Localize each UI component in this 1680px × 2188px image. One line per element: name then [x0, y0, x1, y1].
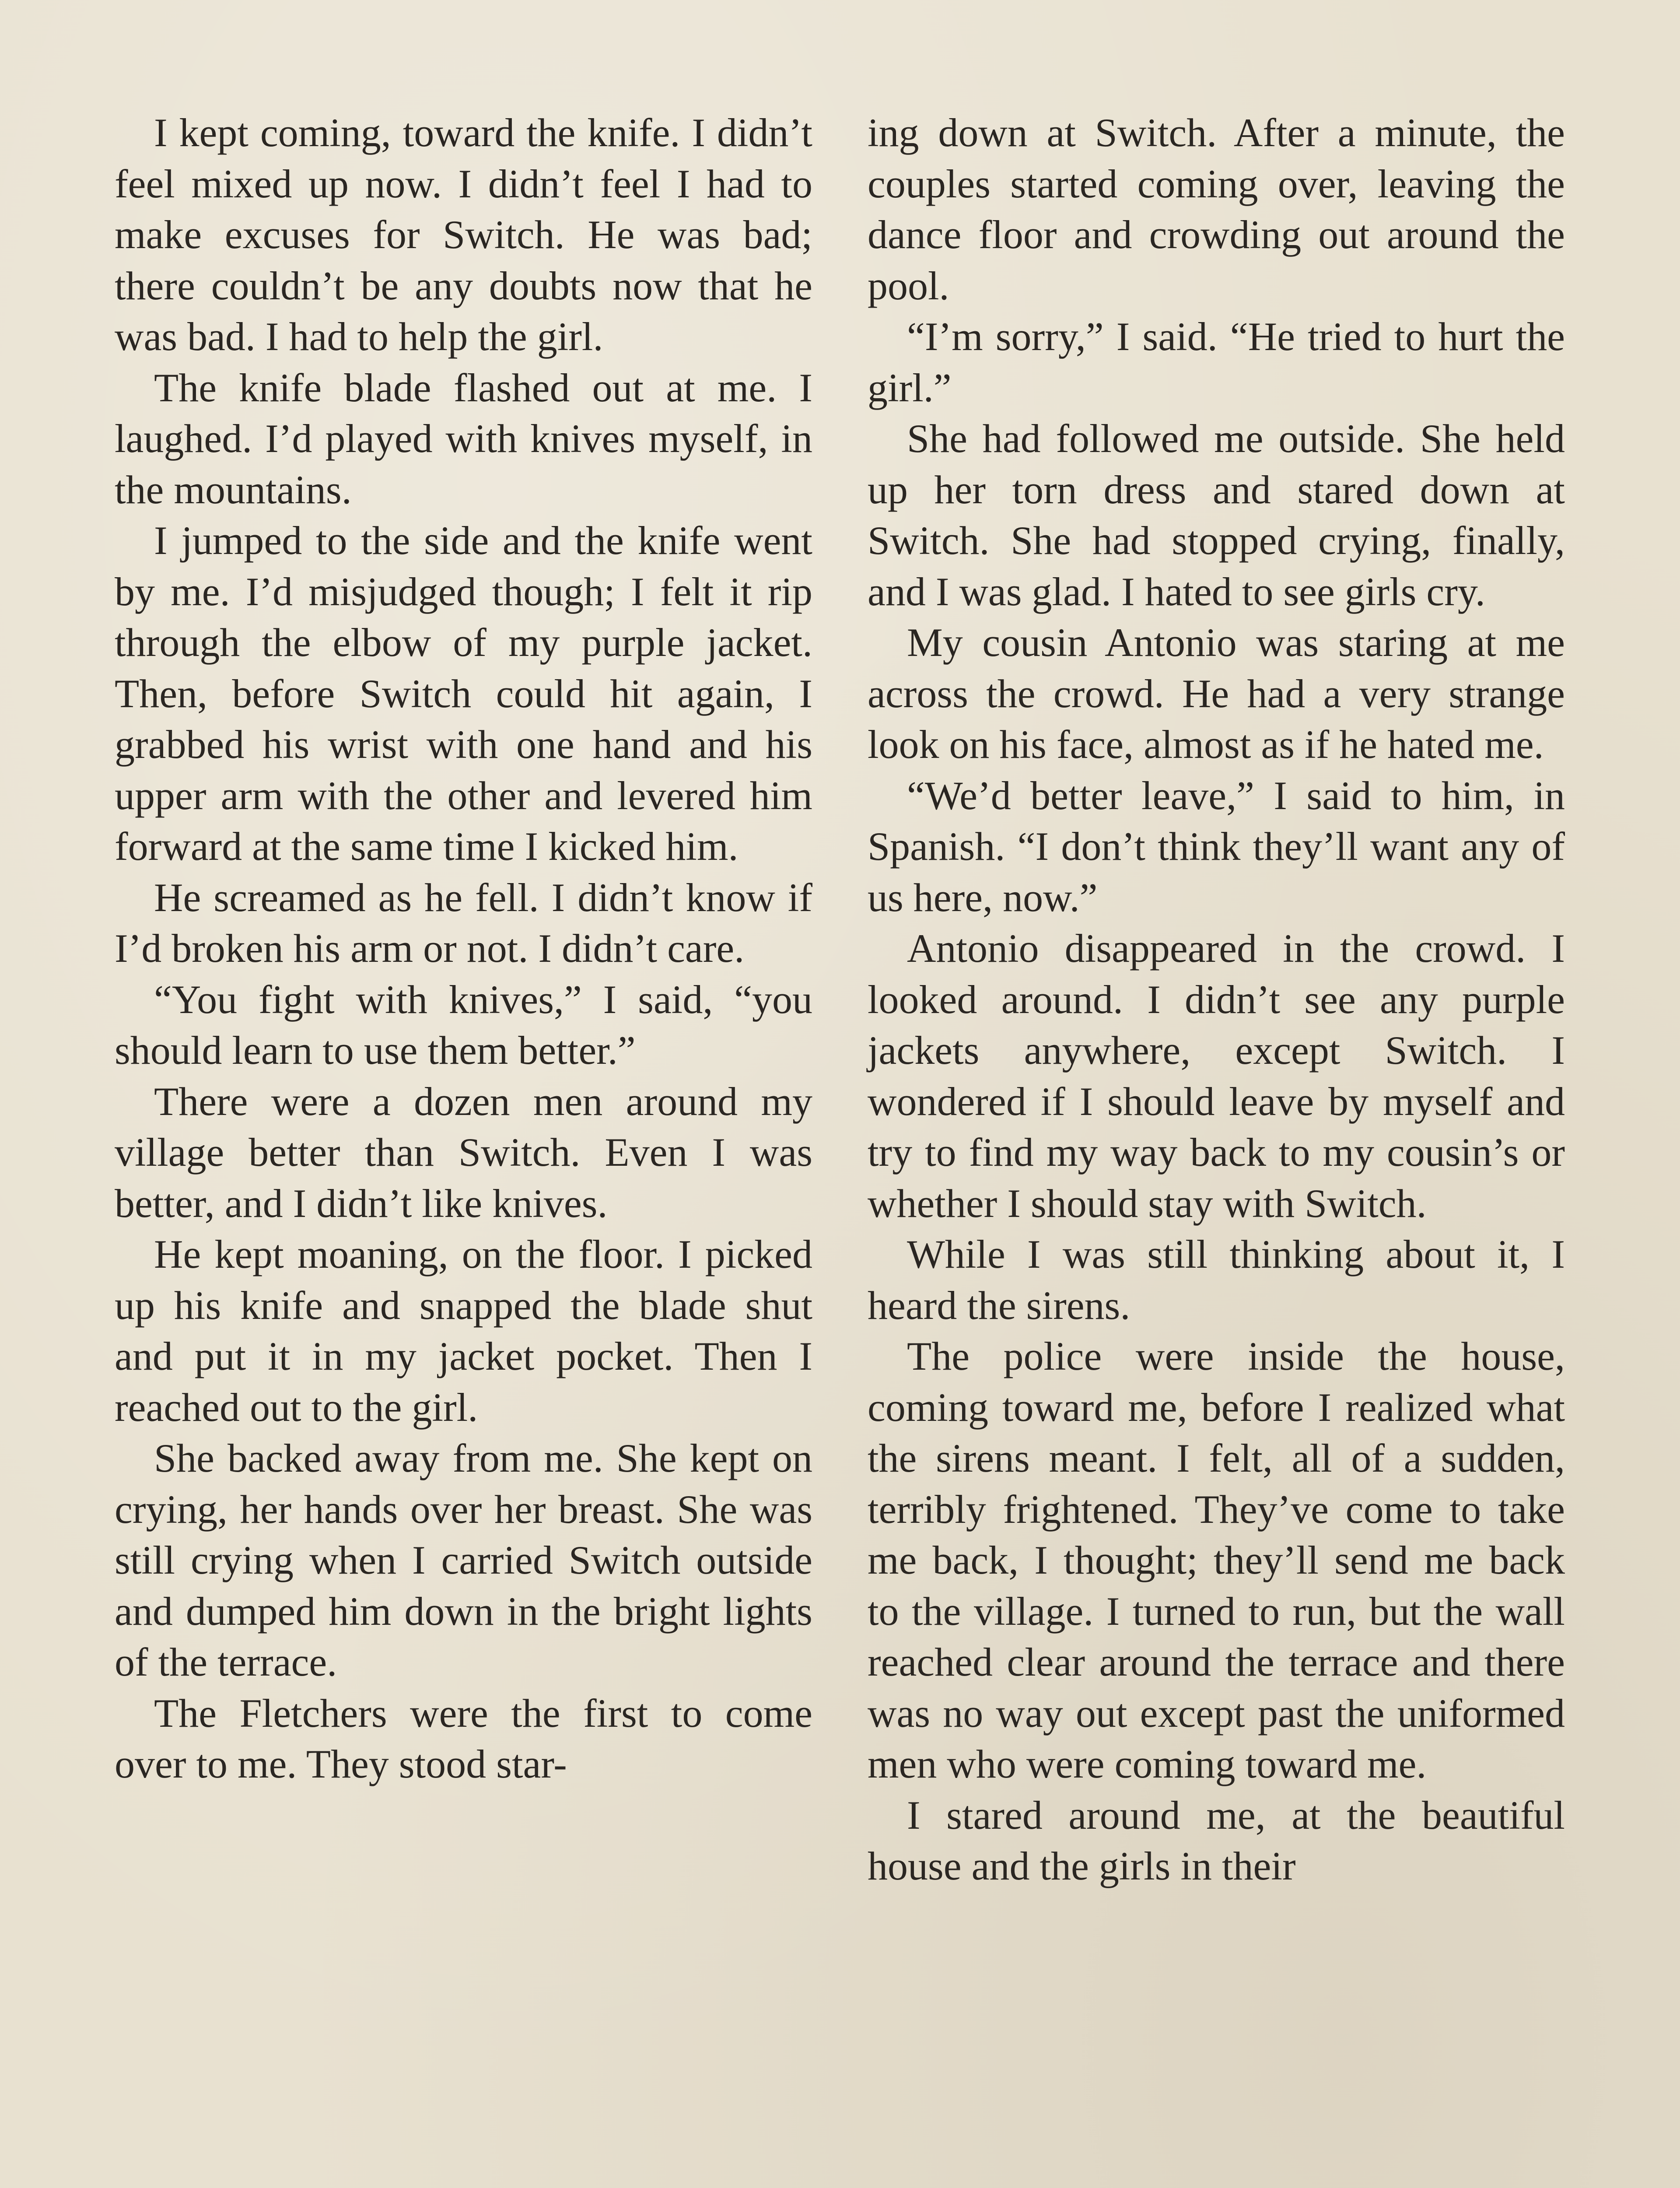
paragraph: I kept coming, toward the knife. I didn’t feel mixed up now. I didn’t feel I had to make excuses for Switch. He was bad; there couldn’t be any doubts now that he was bad. I had to help the girl. [115, 110, 812, 359]
paragraph-continued: ing down at Switch. After a minute, the couples started coming over, leaving the dance floor and crowding out around the pool. [868, 110, 1565, 308]
paragraph: While I was still thinking about it, I heard the sirens. [868, 1232, 1565, 1328]
paragraph: I jumped to the side and the knife went by me. I’d misjudged though; I felt it rip through the elbow of my purple jacket. Then, before Switch could hit again, I grabbed his wrist with one hand and his upper arm with the other and levered him forward at the same time I kicked him. [115, 518, 812, 869]
paragraph: There were a dozen men around my village better than Switch. Even I was better, and I didn’t like knives. [115, 1079, 812, 1226]
paragraph: I stared around me, at the beautiful house and the girls in their [868, 1792, 1565, 1888]
paragraph: He kept moaning, on the floor. I picked up his knife and snapped the blade shut and put it in my jacket pocket. Then I reached out to the girl. [115, 1232, 812, 1430]
paragraph: He screamed as he fell. I didn’t know if I’d broken his arm or not. I didn’t care. [115, 875, 812, 971]
paragraph: She had followed me outside. She held up her torn dress and stared down at Switch. She had stopped crying, finally, and I was glad. I hated to see girls cry. [868, 416, 1565, 614]
paragraph: Antonio disappeared in the crowd. I looked around. I didn’t see any purple jackets anywhere, except Switch. I wondered if I should leave by myself and try to find my way back to my cousin’s or whether I should stay with Switch. [868, 926, 1565, 1226]
paragraph: “We’d better leave,” I said to him, in Spanish. “I don’t think they’ll want any of us here, now.” [868, 773, 1565, 920]
left-column [115, 107, 812, 1790]
paragraph: She backed away from me. She kept on crying, her hands over her breast. She was still crying when I carried Switch outside and dumped him down in the bright lights of the terrace. [115, 1436, 812, 1684]
paragraph: “I’m sorry,” I said. “He tried to hurt the girl.” [868, 314, 1565, 410]
paragraph: “You fight with knives,” I said, “you should learn to use them better.” [115, 977, 812, 1073]
paragraph: The knife blade flashed out at me. I laughed. I’d played with knives myself, in the mountains. [115, 365, 812, 512]
right-column [868, 107, 1565, 1892]
paragraph: The police were inside the house, coming toward me, before I realized what the sirens meant. I felt, all of a sudden, terribly frightened. They’ve come to take me back, I thought; they’ll send me back to the village. I turned to run, but the wall reached clear around the terrace and there was no way out except past the uniformed men who were coming toward me. [868, 1334, 1565, 1786]
paragraph: The Fletchers were the first to come over to me. They stood star- [115, 1690, 812, 1786]
paragraph: My cousin Antonio was staring at me across the crowd. He had a very strange look on his face, almost as if he hated me. [868, 620, 1565, 767]
